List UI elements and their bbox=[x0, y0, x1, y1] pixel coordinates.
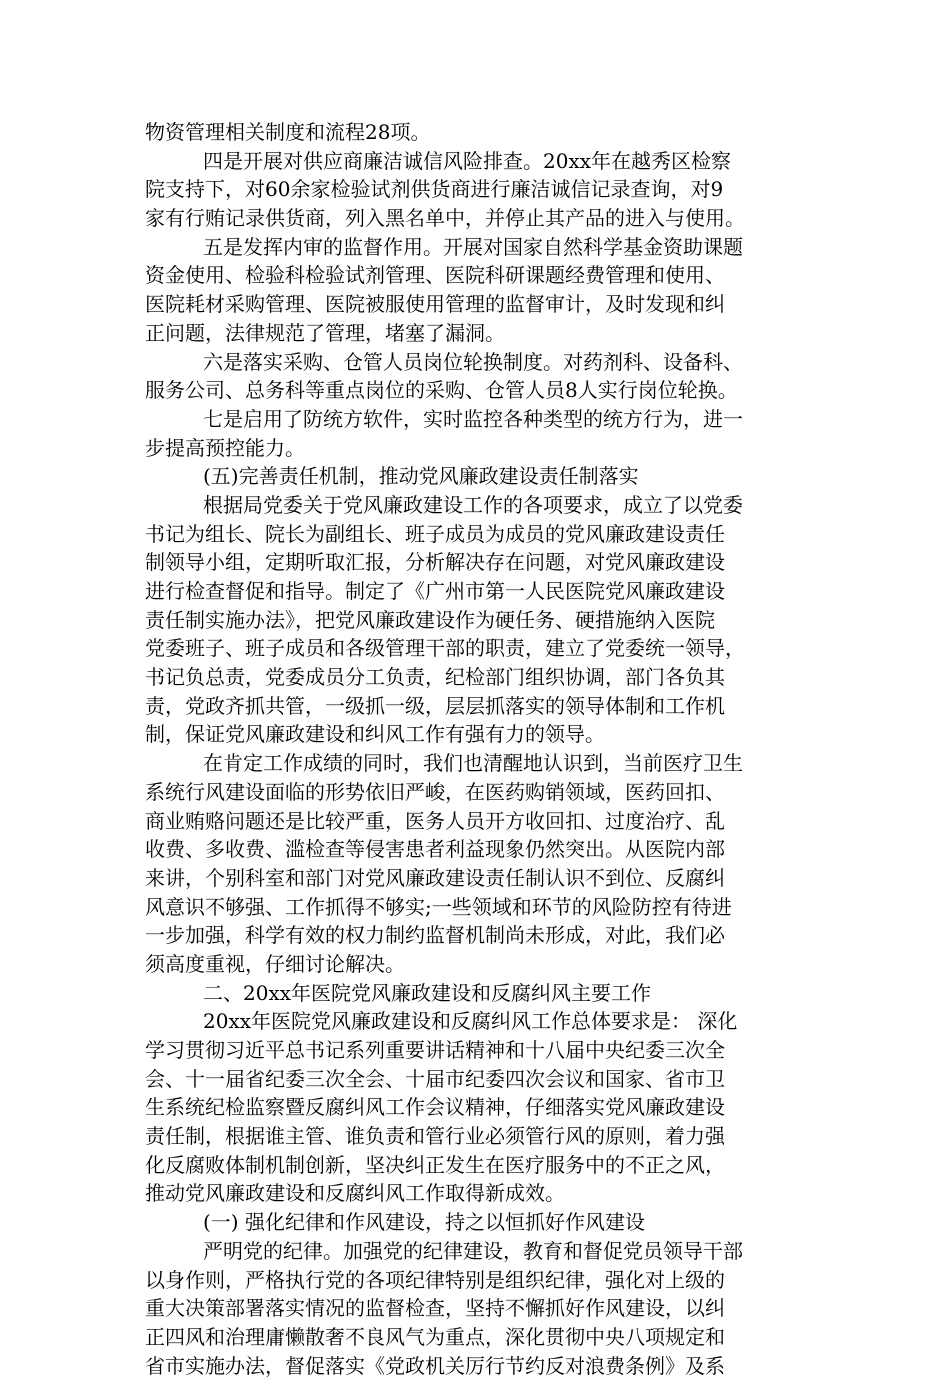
text-line: 收费、多收费、滥检查等侵害患者利益现象仍然突出。从医院内部 bbox=[145, 837, 725, 862]
text-line: 制领导小组，定期听取汇报，分析解决存在问题，对党风廉政建设 bbox=[145, 550, 725, 575]
text-line: 责任制，根据谁主管、谁负责和管行业必须管行风的原则，着力强 bbox=[145, 1124, 725, 1149]
text-line: 医院耗材采购管理、医院被服使用管理的监督审计，及时发现和纠 bbox=[145, 292, 725, 317]
text-line: 党委班子、班子成员和各级管理干部的职责，建立了党委统一领导， bbox=[145, 636, 745, 661]
text-line: 资金使用、检验科检验试剂管理、医院科研课题经费管理和使用、 bbox=[145, 263, 725, 288]
text-line: 商业贿赂问题还是比较严重，医务人员开方收回扣、过度治疗、乱 bbox=[145, 808, 725, 833]
text-line: 正问题，法律规范了管理，堵塞了漏洞。 bbox=[145, 320, 505, 345]
text-line: 书记负总责，党委成员分工负责，纪检部门组织协调，部门各负其 bbox=[145, 665, 725, 690]
text-line: 重大决策部署落实情况的监督检查，坚持不懈抓好作风建设，以纠 bbox=[145, 1296, 725, 1321]
text-line: 会、十一届省纪委三次全会、十届市纪委四次会议和国家、省市卫 bbox=[145, 1066, 725, 1091]
text-line: 五是发挥内审的监督作用。开展对国家自然科学基金资助课题 bbox=[203, 234, 743, 259]
text-line: 系统行风建设面临的形势依旧严峻，在医药购销领域，医药回扣、 bbox=[145, 779, 725, 804]
text-line: 院支持下，对60余家检验试剂供货商进行廉洁诚信记录查询，对9 bbox=[145, 177, 724, 202]
text-line: 省市实施办法，督促落实《党政机关厉行节约反对浪费条例》及系 bbox=[145, 1353, 725, 1378]
text-line: 正四风和治理庸懒散奢不良风气为重点，深化贯彻中央八项规定和 bbox=[145, 1324, 725, 1349]
text-line: 化反腐败体制机制创新，坚决纠正发生在医疗服务中的不正之风， bbox=[145, 1152, 725, 1177]
text-line: 严明党的纪律。加强党的纪律建设，教育和督促党员领导干部 bbox=[203, 1238, 743, 1263]
text-line: 家有行贿记录供货商，列入黑名单中，并停止其产品的进入与使用。 bbox=[145, 206, 745, 231]
text-line: 一步加强，科学有效的权力制约监督机制尚未形成，对此，我们必 bbox=[145, 923, 725, 948]
text-line: (一) 强化纪律和作风建设，持之以恒抓好作风建设 bbox=[203, 1210, 645, 1235]
text-line: 制，保证党风廉政建设和纠风工作有强有力的领导。 bbox=[145, 722, 605, 747]
text-line: 步提高预控能力。 bbox=[145, 435, 305, 460]
text-line: 六是落实采购、仓管人员岗位轮换制度。对药剂科、设备科、 bbox=[203, 349, 743, 374]
document-body bbox=[145, 118, 810, 1380]
text-line: 20xx年医院党风廉政建设和反腐纠风工作总体要求是： 深化 bbox=[203, 1009, 738, 1034]
text-line: 生系统纪检监察暨反腐纠风工作会议精神，仔细落实党风廉政建设 bbox=[145, 1095, 725, 1120]
text-line: 风意识不够强、工作抓得不够实;一些领域和环节的风险防控有待进 bbox=[145, 894, 732, 919]
text-line: 推动党风廉政建设和反腐纠风工作取得新成效。 bbox=[145, 1181, 565, 1206]
text-line: 以身作则，严格执行党的各项纪律特别是组织纪律，强化对上级的 bbox=[145, 1267, 725, 1292]
text-line: 七是启用了防统方软件，实时监控各种类型的统方行为，进一 bbox=[203, 406, 743, 431]
text-line: 二、20xx年医院党风廉政建设和反腐纠风主要工作 bbox=[203, 980, 652, 1005]
text-line: 书记为组长、院长为副组长、班子成员为成员的党风廉政建设责任 bbox=[145, 521, 725, 546]
text-line: (五)完善责任机制，推动党风廉政建设责任制落实 bbox=[203, 464, 639, 489]
text-line: 责，党政齐抓共管，一级抓一级，层层抓落实的领导体制和工作机 bbox=[145, 693, 725, 718]
text-line: 须高度重视，仔细讨论解决。 bbox=[145, 951, 405, 976]
text-line: 根据局党委关于党风廉政建设工作的各项要求，成立了以党委 bbox=[203, 492, 743, 517]
text-line: 责任制实施办法》，把党风廉政建设作为硬任务、硬措施纳入医院 bbox=[145, 607, 715, 632]
text-line: 进行检查督促和指导。制定了《广州市第一人民医院党风廉政建设 bbox=[145, 579, 725, 603]
text-line: 物资管理相关制度和流程28项。 bbox=[145, 120, 431, 144]
text-line: 在肯定工作成绩的同时，我们也清醒地认识到，当前医疗卫生 bbox=[203, 751, 743, 776]
text-line: 四是开展对供应商廉洁诚信风险排查。20xx年在越秀区检察 bbox=[203, 148, 732, 173]
text-line: 服务公司、总务科等重点岗位的采购、仓管人员8人实行岗位轮换。 bbox=[145, 378, 738, 403]
text-line: 来讲，个别科室和部门对党风廉政建设责任制认识不到位、反腐纠 bbox=[145, 865, 725, 890]
text-line: 学习贯彻习近平总书记系列重要讲话精神和十八届中央纪委三次全 bbox=[145, 1038, 725, 1062]
